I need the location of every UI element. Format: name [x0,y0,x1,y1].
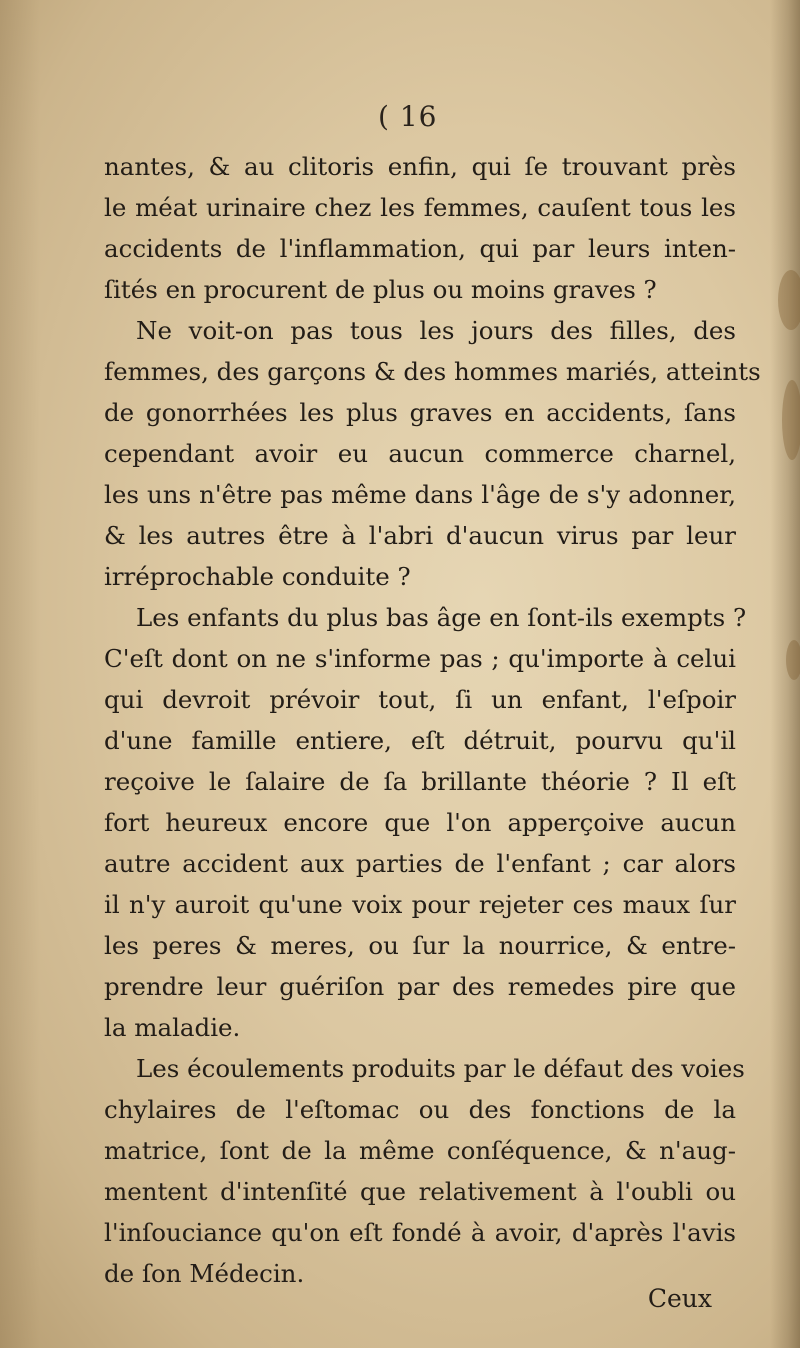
text-line: d'une famille entiere, eſt détruit, pourvu qu'il [104,726,736,755]
text-line: la maladie. [104,1013,241,1042]
text-line: femmes, des garçons & des hommes mariés, atteints [104,357,761,386]
text-line: accidents de l'inflammation, qui par leurs inten- [104,234,736,263]
text-line: les peres & meres, ou ſur la nourrice, & entre- [104,931,736,960]
text-line: il n'y auroit qu'une voix pour rejeter ces maux ſur [104,890,736,919]
text-line: matrice, ſont de la même conſéquence, & n'aug- [104,1136,736,1165]
stain-mark [782,380,800,460]
body-text [104,146,761,1294]
text-line: autre accident aux parties de l'enfant ; car alors [104,849,736,878]
text-line: nantes, & au clitoris enfin, qui ſe trouvant près [104,152,736,181]
text-line: irréprochable conduite ? [104,562,411,591]
text-line: reçoive le ſalaire de ſa brillante théorie ? Il eſt [104,767,736,796]
text-line: de gonorrhées les plus graves en accidents, ſans [104,398,736,427]
text-line: C'eſt dont on ne s'informe pas ; qu'importe à celui [104,644,736,673]
text-line: l'inſouciance qu'on eſt fondé à avoir, d'après l'avis [104,1218,736,1247]
text-line: Les enfants du plus bas âge en ſont-ils exempts ? [136,603,747,632]
text-line: chylaires de l'eſtomac ou des fonctions de la [104,1095,736,1124]
text-line: de ſon Médecin. [104,1259,305,1288]
text-line: & les autres être à l'abri d'aucun virus par leur [104,521,736,550]
text-line: le méat urinaire chez les femmes, cauſent tous les [104,193,736,222]
text-line: Ne voit-on pas tous les jours des filles, des [136,316,736,345]
text-line: Les écoulements produits par le défaut des voies [136,1054,745,1083]
page-number: ( 16 [378,100,438,133]
text-line: mentent d'intenſité que relativement à l'oubli ou [104,1177,736,1206]
catchword: Ceux [647,1284,712,1313]
text-line: ſités en procurent de plus ou moins graves ? [104,275,657,304]
text-line: qui devroit prévoir tout, ſi un enfant, l'eſpoir [104,685,736,714]
text-line: cependant avoir eu aucun commerce charnel, [104,439,736,468]
text-line: fort heureux encore que l'on apperçoive aucun [104,808,736,837]
text-line: les uns n'être pas même dans l'âge de s'y adonner, [104,480,736,509]
text-line: prendre leur guériſon par des remedes pire que [104,972,736,1001]
page-left-shadow [0,0,40,1348]
stain-mark [786,640,800,680]
stain-mark [778,270,800,330]
